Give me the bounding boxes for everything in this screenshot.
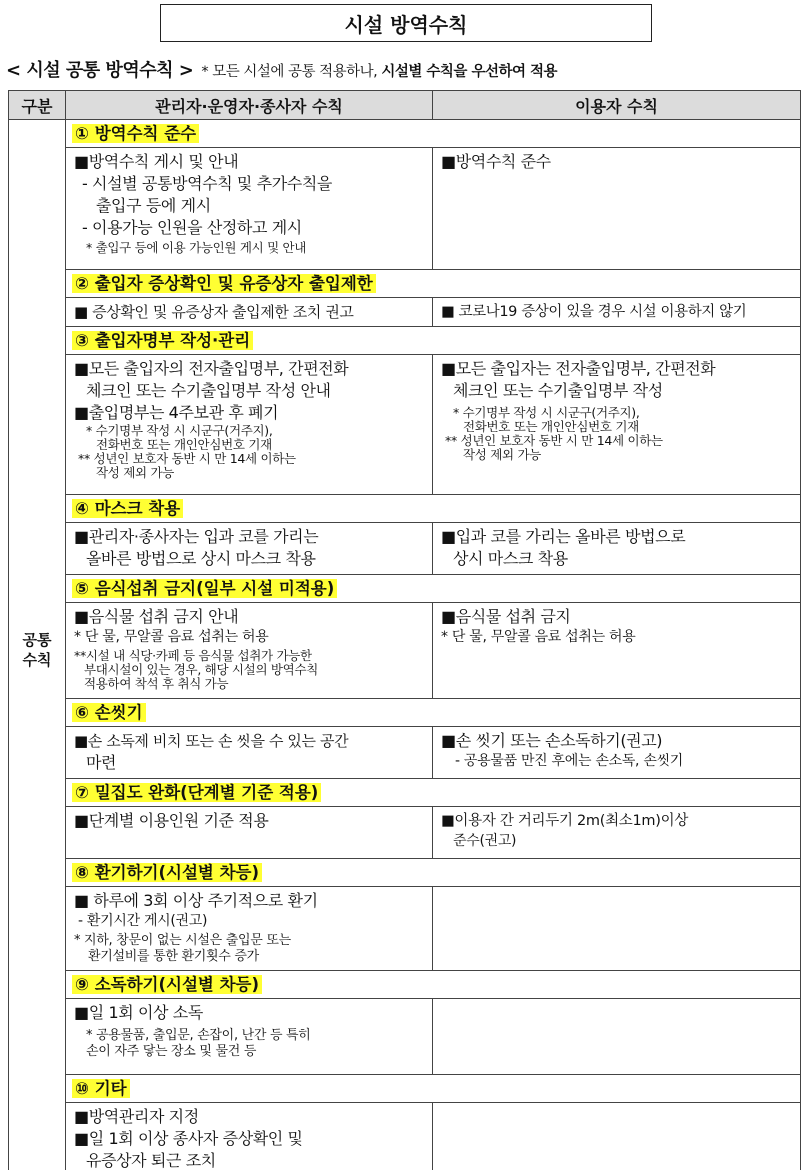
rules-table: [8, 90, 801, 1170]
section-10-user: [433, 1103, 801, 1170]
section-title-row: [9, 699, 801, 727]
list-item: ■출입명부는 4주보관 후 폐기: [74, 403, 279, 422]
list-item: ■방역관리자 지정: [74, 1107, 199, 1126]
list-item: 상시 마스크 착용: [453, 549, 568, 568]
section-4-title: [66, 495, 801, 523]
note-text: ** 성년인 보호자 동반 시 만 14세 이하는: [78, 451, 296, 466]
section-title-row: [9, 270, 801, 298]
category-line2: 수칙: [22, 651, 52, 669]
list-item: ■음식물 섭취 금지 안내: [74, 607, 239, 626]
note-text: 적용하여 착석 후 취식 가능: [84, 676, 229, 691]
list-item: 올바른 방법으로 상시 마스크 착용: [86, 549, 316, 568]
list-item: - 환기시간 게시(권고): [78, 913, 208, 929]
note-text: * 단 물, 무알콜 음료 섭취는 허용: [74, 629, 269, 645]
section-6-title: [66, 699, 801, 727]
list-item: ■모든 출입자의 전자출입명부, 간편전화: [74, 359, 349, 378]
subtitle-note-prefix: * 모든 시설에 공통 적용하나,: [201, 64, 378, 80]
list-item: ■손 소독제 비치 또는 손 씻을 수 있는 공간: [74, 732, 349, 750]
section-5-title: [66, 575, 801, 603]
section-7-row: [9, 807, 801, 859]
section-title-row: [9, 327, 801, 355]
list-item: ■일 1회 이상 종사자 증상확인 및: [74, 1129, 303, 1148]
section-10-title: [66, 1075, 801, 1103]
list-item: - 시설별 공통방역수칙 및 추가수칙을: [82, 174, 332, 193]
list-item: ■모든 출입자는 전자출입명부, 간편전화: [441, 359, 716, 378]
section-6-admin: [66, 727, 433, 779]
list-item: ■단계별 이용인원 기준 적용: [74, 811, 269, 830]
note-text: 작성 제외 가능: [96, 465, 174, 480]
list-item: 체크인 또는 수기출입명부 작성: [453, 381, 663, 400]
list-item: 유증상자 퇴근 조치: [86, 1151, 216, 1170]
section-6-user: [433, 727, 801, 779]
section-4-admin: [66, 523, 433, 575]
note-text: 환기설비를 통한 환기횟수 증가: [88, 949, 259, 964]
header-category: 구분: [9, 91, 66, 120]
section-9-row: [9, 999, 801, 1075]
section-5-admin: [66, 603, 433, 699]
subtitle: [6, 56, 806, 82]
section-1-title-text: ① 방역수칙 준수: [72, 124, 199, 143]
section-4-user: [433, 523, 801, 575]
note-text: * 수기명부 작성 시 시군구(거주지),: [453, 405, 640, 420]
list-item: 준수(권고): [453, 833, 517, 849]
list-item: ■ 하루에 3회 이상 주기적으로 환기: [74, 891, 318, 910]
subtitle-main: < 시설 공통 방역수칙 >: [6, 60, 194, 81]
section-2-admin: [66, 298, 433, 327]
section-1-row: [9, 148, 801, 270]
section-7-title: [66, 779, 801, 807]
section-title-row: [9, 779, 801, 807]
section-title-row: [9, 575, 801, 603]
section-1-title: [66, 120, 801, 148]
section-6-row: [9, 727, 801, 779]
note-text: 전화번호 또는 개인안심번호 기재: [96, 437, 272, 452]
section-10-row: [9, 1103, 801, 1170]
section-3-admin: [66, 355, 433, 495]
section-8-row: [9, 887, 801, 971]
section-title-row: [9, 495, 801, 523]
note-text: 손이 자주 닿는 장소 및 물건 등: [86, 1044, 257, 1059]
list-item: ■방역수칙 게시 및 안내: [74, 152, 239, 171]
list-item: ■ 코로나19 증상이 있을 경우 시설 이용하지 않기: [441, 304, 747, 320]
note-text: * 수기명부 작성 시 시군구(거주지),: [86, 423, 273, 438]
note-text: * 공용물품, 출입문, 손잡이, 난간 등 특히: [86, 1028, 311, 1043]
section-10-title-text: ⑩ 기타: [72, 1079, 130, 1098]
note-text: 전화번호 또는 개인안심번호 기재: [463, 419, 639, 434]
section-7-user: [433, 807, 801, 859]
subtitle-note-bold: 시설별 수칙을 우선하여 적용: [381, 64, 558, 80]
note-text: 부대시설이 있는 경우, 해당 시설의 방역수칙: [84, 662, 318, 677]
list-item: - 이용가능 인원을 산정하고 게시: [82, 218, 302, 237]
section-4-row: [9, 523, 801, 575]
list-item: ■음식물 섭취 금지: [441, 607, 571, 626]
section-2-title-text: ② 출입자 증상확인 및 유증상자 출입제한: [72, 274, 376, 293]
list-item: ■ 증상확인 및 유증상자 출입제한 조치 권고: [74, 303, 354, 321]
section-8-user: [433, 887, 801, 971]
section-8-title: [66, 859, 801, 887]
list-item: ■손 씻기 또는 손소독하기(권고): [441, 731, 663, 750]
note-text: 작성 제외 가능: [463, 447, 541, 462]
note-text: * 출입구 등에 이용 가능인원 게시 및 안내: [86, 240, 307, 255]
note-text: **시설 내 식당·카페 등 음식물 섭취가 가능한: [74, 648, 312, 663]
section-3-row: [9, 355, 801, 495]
section-9-title-text: ⑨ 소독하기(시설별 차등): [72, 975, 262, 994]
section-2-user: [433, 298, 801, 327]
section-7-admin: [66, 807, 433, 859]
section-5-row: [9, 603, 801, 699]
section-3-user: [433, 355, 801, 495]
section-6-title-text: ⑥ 손씻기: [72, 703, 146, 722]
header-admin: 관리자·운영자·종사자 수칙: [66, 91, 433, 120]
page-title: 시설 방역수칙: [160, 4, 652, 42]
list-item: ■방역수칙 준수: [441, 152, 551, 171]
section-title-row: [9, 971, 801, 999]
section-2-title: [66, 270, 801, 298]
section-4-title-text: ④ 마스크 착용: [72, 499, 183, 518]
list-item: ■입과 코를 가리는 올바른 방법으로: [441, 527, 686, 546]
header-user: 이용자 수칙: [433, 91, 801, 120]
section-3-title: [66, 327, 801, 355]
category-line1: 공통: [22, 631, 52, 649]
section-3-title-text: ③ 출입자명부 작성·관리: [72, 331, 253, 350]
header-row: [9, 91, 801, 120]
list-item: 출입구 등에 게시: [96, 196, 211, 215]
category-cell: [9, 120, 66, 1170]
section-9-user: [433, 999, 801, 1075]
list-item: - 공용물품 만진 후에는 손소독, 손씻기: [455, 753, 684, 769]
note-text: ** 성년인 보호자 동반 시 만 14세 이하는: [445, 433, 663, 448]
list-item: ■이용자 간 거리두기 2m(최소1m)이상: [441, 813, 689, 829]
subtitle-note: [201, 60, 557, 81]
section-7-title-text: ⑦ 밀집도 완화(단계별 기준 적용): [72, 783, 321, 802]
section-8-admin: [66, 887, 433, 971]
list-item: 체크인 또는 수기출입명부 작성 안내: [86, 381, 331, 400]
note-text: * 지하, 창문이 없는 시설은 출입문 또는: [74, 933, 291, 948]
list-item: 마련: [86, 753, 117, 772]
section-5-title-text: ⑤ 음식섭취 금지(일부 시설 미적용): [72, 579, 337, 598]
section-5-user: [433, 603, 801, 699]
note-text: * 단 물, 무알콜 음료 섭취는 허용: [441, 629, 636, 645]
section-title-row: [9, 120, 801, 148]
section-1-user: [433, 148, 801, 270]
section-1-admin: [66, 148, 433, 270]
list-item: ■일 1회 이상 소독: [74, 1003, 203, 1022]
section-title-row: [9, 1075, 801, 1103]
list-item: ■관리자·종사자는 입과 코를 가리는: [74, 527, 319, 546]
section-10-admin: [66, 1103, 433, 1170]
section-8-title-text: ⑧ 환기하기(시설별 차등): [72, 863, 262, 882]
section-9-admin: [66, 999, 433, 1075]
section-9-title: [66, 971, 801, 999]
section-2-row: [9, 298, 801, 327]
section-title-row: [9, 859, 801, 887]
